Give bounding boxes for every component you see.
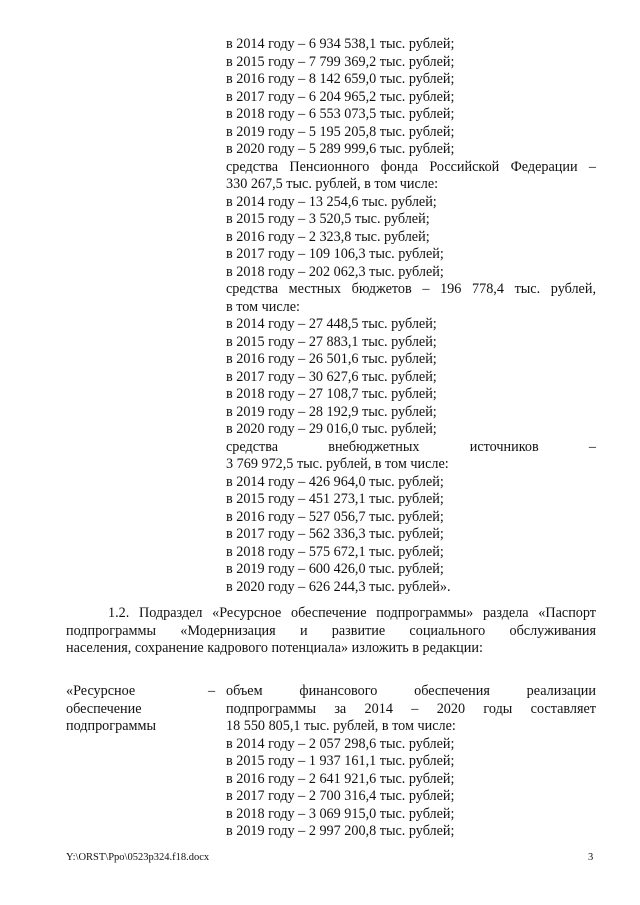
funding-list-top bbox=[226, 36, 596, 596]
list-line: в 2017 году – 30 627,6 тыс. рублей; bbox=[226, 368, 437, 385]
section-paragraph bbox=[66, 605, 596, 658]
paragraph-line: 1.2. Подраздел «Ресурсное обеспечение подпрограммы» раздела «Паспорт bbox=[108, 605, 596, 621]
passport-row-value bbox=[226, 683, 596, 841]
list-line: в 2018 году – 202 062,3 тыс. рублей; bbox=[226, 263, 444, 280]
passport-row-label bbox=[66, 683, 226, 736]
list-line: в 2016 году – 2 323,8 тыс. рублей; bbox=[226, 228, 430, 245]
value-line: в 2015 году – 1 937 161,1 тыс. рублей; bbox=[226, 753, 455, 769]
list-line: в 2020 году – 626 244,3 тыс. рублей». bbox=[226, 578, 451, 595]
list-line: 330 267,5 тыс. рублей, в том числе: bbox=[226, 176, 439, 192]
list-line: средства местных бюджетов – 196 778,4 тыс. рублей, bbox=[226, 281, 596, 297]
value-line: 18 550 805,1 тыс. рублей, в том числе: bbox=[226, 718, 456, 734]
list-line: в 2015 году – 7 799 369,2 тыс. рублей; bbox=[226, 53, 455, 70]
value-line: в 2017 году – 2 700 316,4 тыс. рублей; bbox=[226, 788, 455, 804]
list-line: в 2019 году – 600 426,0 тыс. рублей; bbox=[226, 561, 444, 577]
list-line: в 2015 году – 451 273,1 тыс. рублей; bbox=[226, 491, 444, 507]
paragraph-line: населения, сохранение кадрового потенциала» изложить в редакции: bbox=[66, 640, 483, 656]
list-line: в 2018 году – 6 553 073,5 тыс. рублей; bbox=[226, 106, 455, 122]
label-line: обеспечение bbox=[66, 700, 142, 717]
paragraph-line: подпрограммы «Модернизация и развитие социального обслуживания bbox=[66, 622, 596, 639]
list-line: в том числе: bbox=[226, 298, 300, 315]
list-line: в 2018 году – 27 108,7 тыс. рублей; bbox=[226, 386, 437, 402]
list-line: в 2015 году – 3 520,5 тыс. рублей; bbox=[226, 211, 430, 227]
value-line: в 2018 году – 3 069 915,0 тыс. рублей; bbox=[226, 805, 455, 822]
label-line: «Ресурсное bbox=[66, 683, 136, 699]
list-line: в 2016 году – 26 501,6 тыс. рублей; bbox=[226, 351, 437, 367]
list-line: в 2014 году – 6 934 538,1 тыс. рублей; bbox=[226, 36, 455, 52]
list-line: в 2014 году – 13 254,6 тыс. рублей; bbox=[226, 193, 437, 210]
value-line: в 2014 году – 2 057 298,6 тыс. рублей; bbox=[226, 735, 455, 752]
value-line: подпрограммы за 2014 – 2020 годы составляет bbox=[226, 700, 596, 717]
list-line: в 2016 году – 8 142 659,0 тыс. рублей; bbox=[226, 71, 455, 87]
list-line: в 2020 году – 5 289 999,6 тыс. рублей; bbox=[226, 141, 455, 157]
value-line: объем финансового обеспечения реализации bbox=[226, 683, 596, 699]
label-dash: – bbox=[208, 683, 216, 699]
list-line: в 2017 году – 562 336,3 тыс. рублей; bbox=[226, 526, 444, 542]
value-line: в 2019 году – 2 997 200,8 тыс. рублей; bbox=[226, 823, 455, 839]
page-number: 3 bbox=[588, 852, 594, 863]
list-line: в 2015 году – 27 883,1 тыс. рублей; bbox=[226, 333, 437, 350]
list-line: в 2017 году – 6 204 965,2 тыс. рублей; bbox=[226, 88, 455, 105]
list-line: в 2018 году – 575 672,1 тыс. рублей; bbox=[226, 543, 444, 560]
list-line: в 2016 году – 527 056,7 тыс. рублей; bbox=[226, 508, 444, 525]
list-line: в 2019 году – 5 195 205,8 тыс. рублей; bbox=[226, 123, 455, 140]
list-line: в 2019 году – 28 192,9 тыс. рублей; bbox=[226, 403, 437, 420]
list-line: в 2017 году – 109 106,3 тыс. рублей; bbox=[226, 246, 444, 262]
label-line: подпрограммы bbox=[66, 718, 156, 734]
list-line: в 2014 году – 27 448,5 тыс. рублей; bbox=[226, 316, 437, 332]
list-line: в 2014 году – 426 964,0 тыс. рублей; bbox=[226, 473, 444, 490]
list-line: 3 769 972,5 тыс. рублей, в том числе: bbox=[226, 456, 449, 472]
value-line: в 2016 году – 2 641 921,6 тыс. рублей; bbox=[226, 770, 455, 787]
footer-file-path: Y:\ORST\Ppo\0523p324.f18.docx bbox=[66, 852, 210, 863]
list-line: в 2020 году – 29 016,0 тыс. рублей; bbox=[226, 421, 437, 437]
list-line: средства внебюджетных источников – bbox=[226, 438, 596, 455]
list-line: средства Пенсионного фонда Российской Федерации – bbox=[226, 158, 596, 175]
